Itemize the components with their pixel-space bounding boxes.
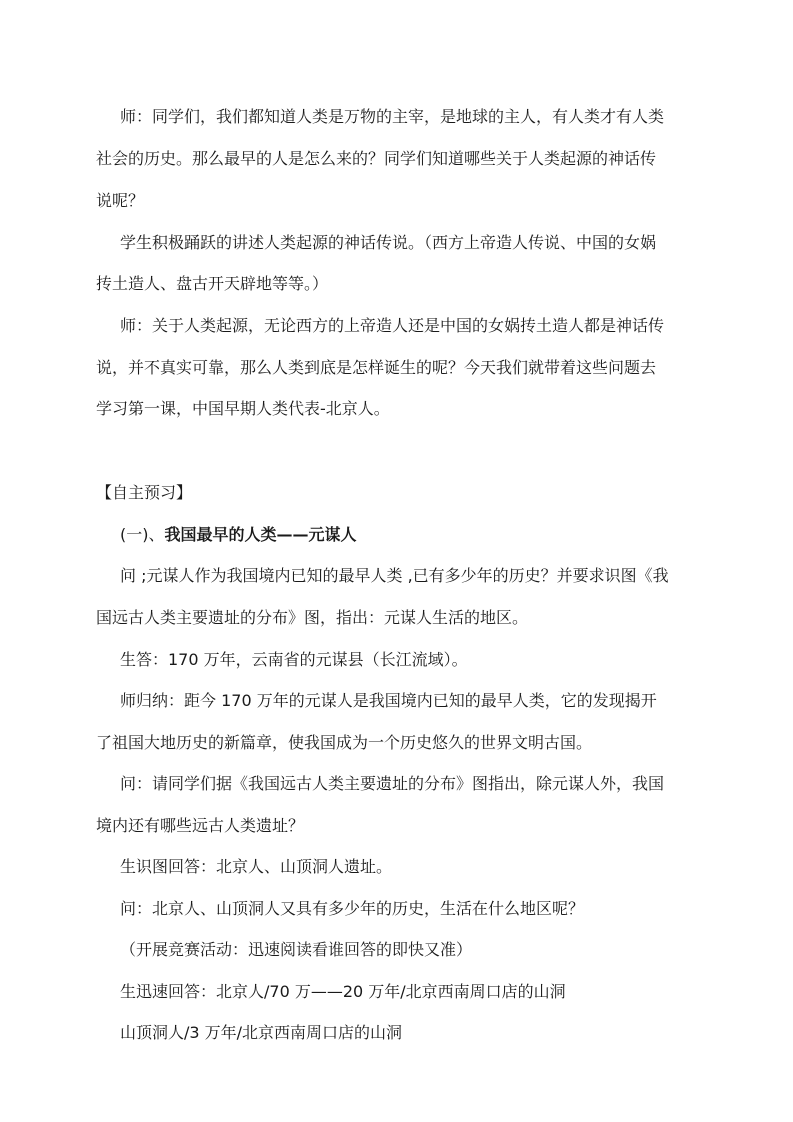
qa-4-line-1: 问：请同学们据《我国远古人类主要遗址的分布》图指出，除元谋人外，我国: [120, 774, 665, 793]
paragraph-3-line-1: 师：关于人类起源，无论西方的上帝造人还是中国的女娲抟土造人都是神话传: [120, 316, 665, 335]
subsection-title: [120, 524, 730, 546]
qa-5-line-1: 生识图回答：北京人、山顶洞人遗址。: [120, 857, 393, 876]
qa-1-line-1: 问 ;元谋人作为我国境内已知的最早人类 ,已有多少年的历史？并要求识图《我: [120, 566, 669, 585]
subsection-title-text: 我国最早的人类——元谋人: [164, 525, 357, 544]
paragraph-2-line-1: 学生积极踊跃的讲述人类起源的神话传说。（西方上帝造人传说、中国的女娲: [120, 233, 657, 252]
paragraph-1-line-1: 师：同学们，我们都知道人类是万物的主宰，是地球的主人，有人类才有人类: [120, 107, 665, 126]
qa-7-line-1: （开展竞赛活动：迅速阅读看谁回答的即快又准）: [120, 940, 473, 959]
paragraph-3-line-2: 说，并不真实可靠，那么人类到底是怎样诞生的呢？今天我们就带着这些问题去: [96, 358, 657, 377]
paragraph-1-line-3: 说呢？: [96, 191, 145, 210]
qa-1-line-2: 国远古人类主要遗址的分布》图，指出：元谋人生活的地区。: [96, 608, 529, 627]
paragraph-3-line-3: 学习第一课，中国早期人类代表-北京人。: [96, 399, 390, 418]
qa-3-line-2: 了祖国大地历史的新篇章，使我国成为一个历史悠久的世界文明古国。: [96, 733, 593, 752]
paragraph-1-line-2: 社会的历史。那么最早的人是怎么来的？同学们知道哪些关于人类起源的神话传: [96, 149, 657, 168]
qa-2-line-1: 生答：170 万年，云南省的元谋县（长江流域）。: [120, 650, 468, 669]
qa-4-line-2: 境内还有哪些远古人类遗址？: [96, 816, 305, 835]
qa-6-line-1: 问：北京人、山顶洞人又具有多少年的历史，生活在什么地区呢？: [120, 899, 585, 918]
qa-9-line-1: 山顶洞人/3 万年/北京西南周口店的山洞: [120, 1023, 403, 1042]
paragraph-2-line-2: 抟土造人、盘古开天辟地等等。）: [96, 274, 329, 293]
section-heading: 【自主预习】: [96, 483, 193, 502]
subsection-prefix: (一)、: [120, 525, 165, 544]
qa-3-line-1: 师归纳：距今 170 万年的元谋人是我国境内已知的最早人类，它的发现揭开: [120, 691, 657, 710]
qa-8-line-1: 生迅速回答：北京人/70 万——20 万年/北京西南周口店的山洞: [120, 982, 566, 1001]
